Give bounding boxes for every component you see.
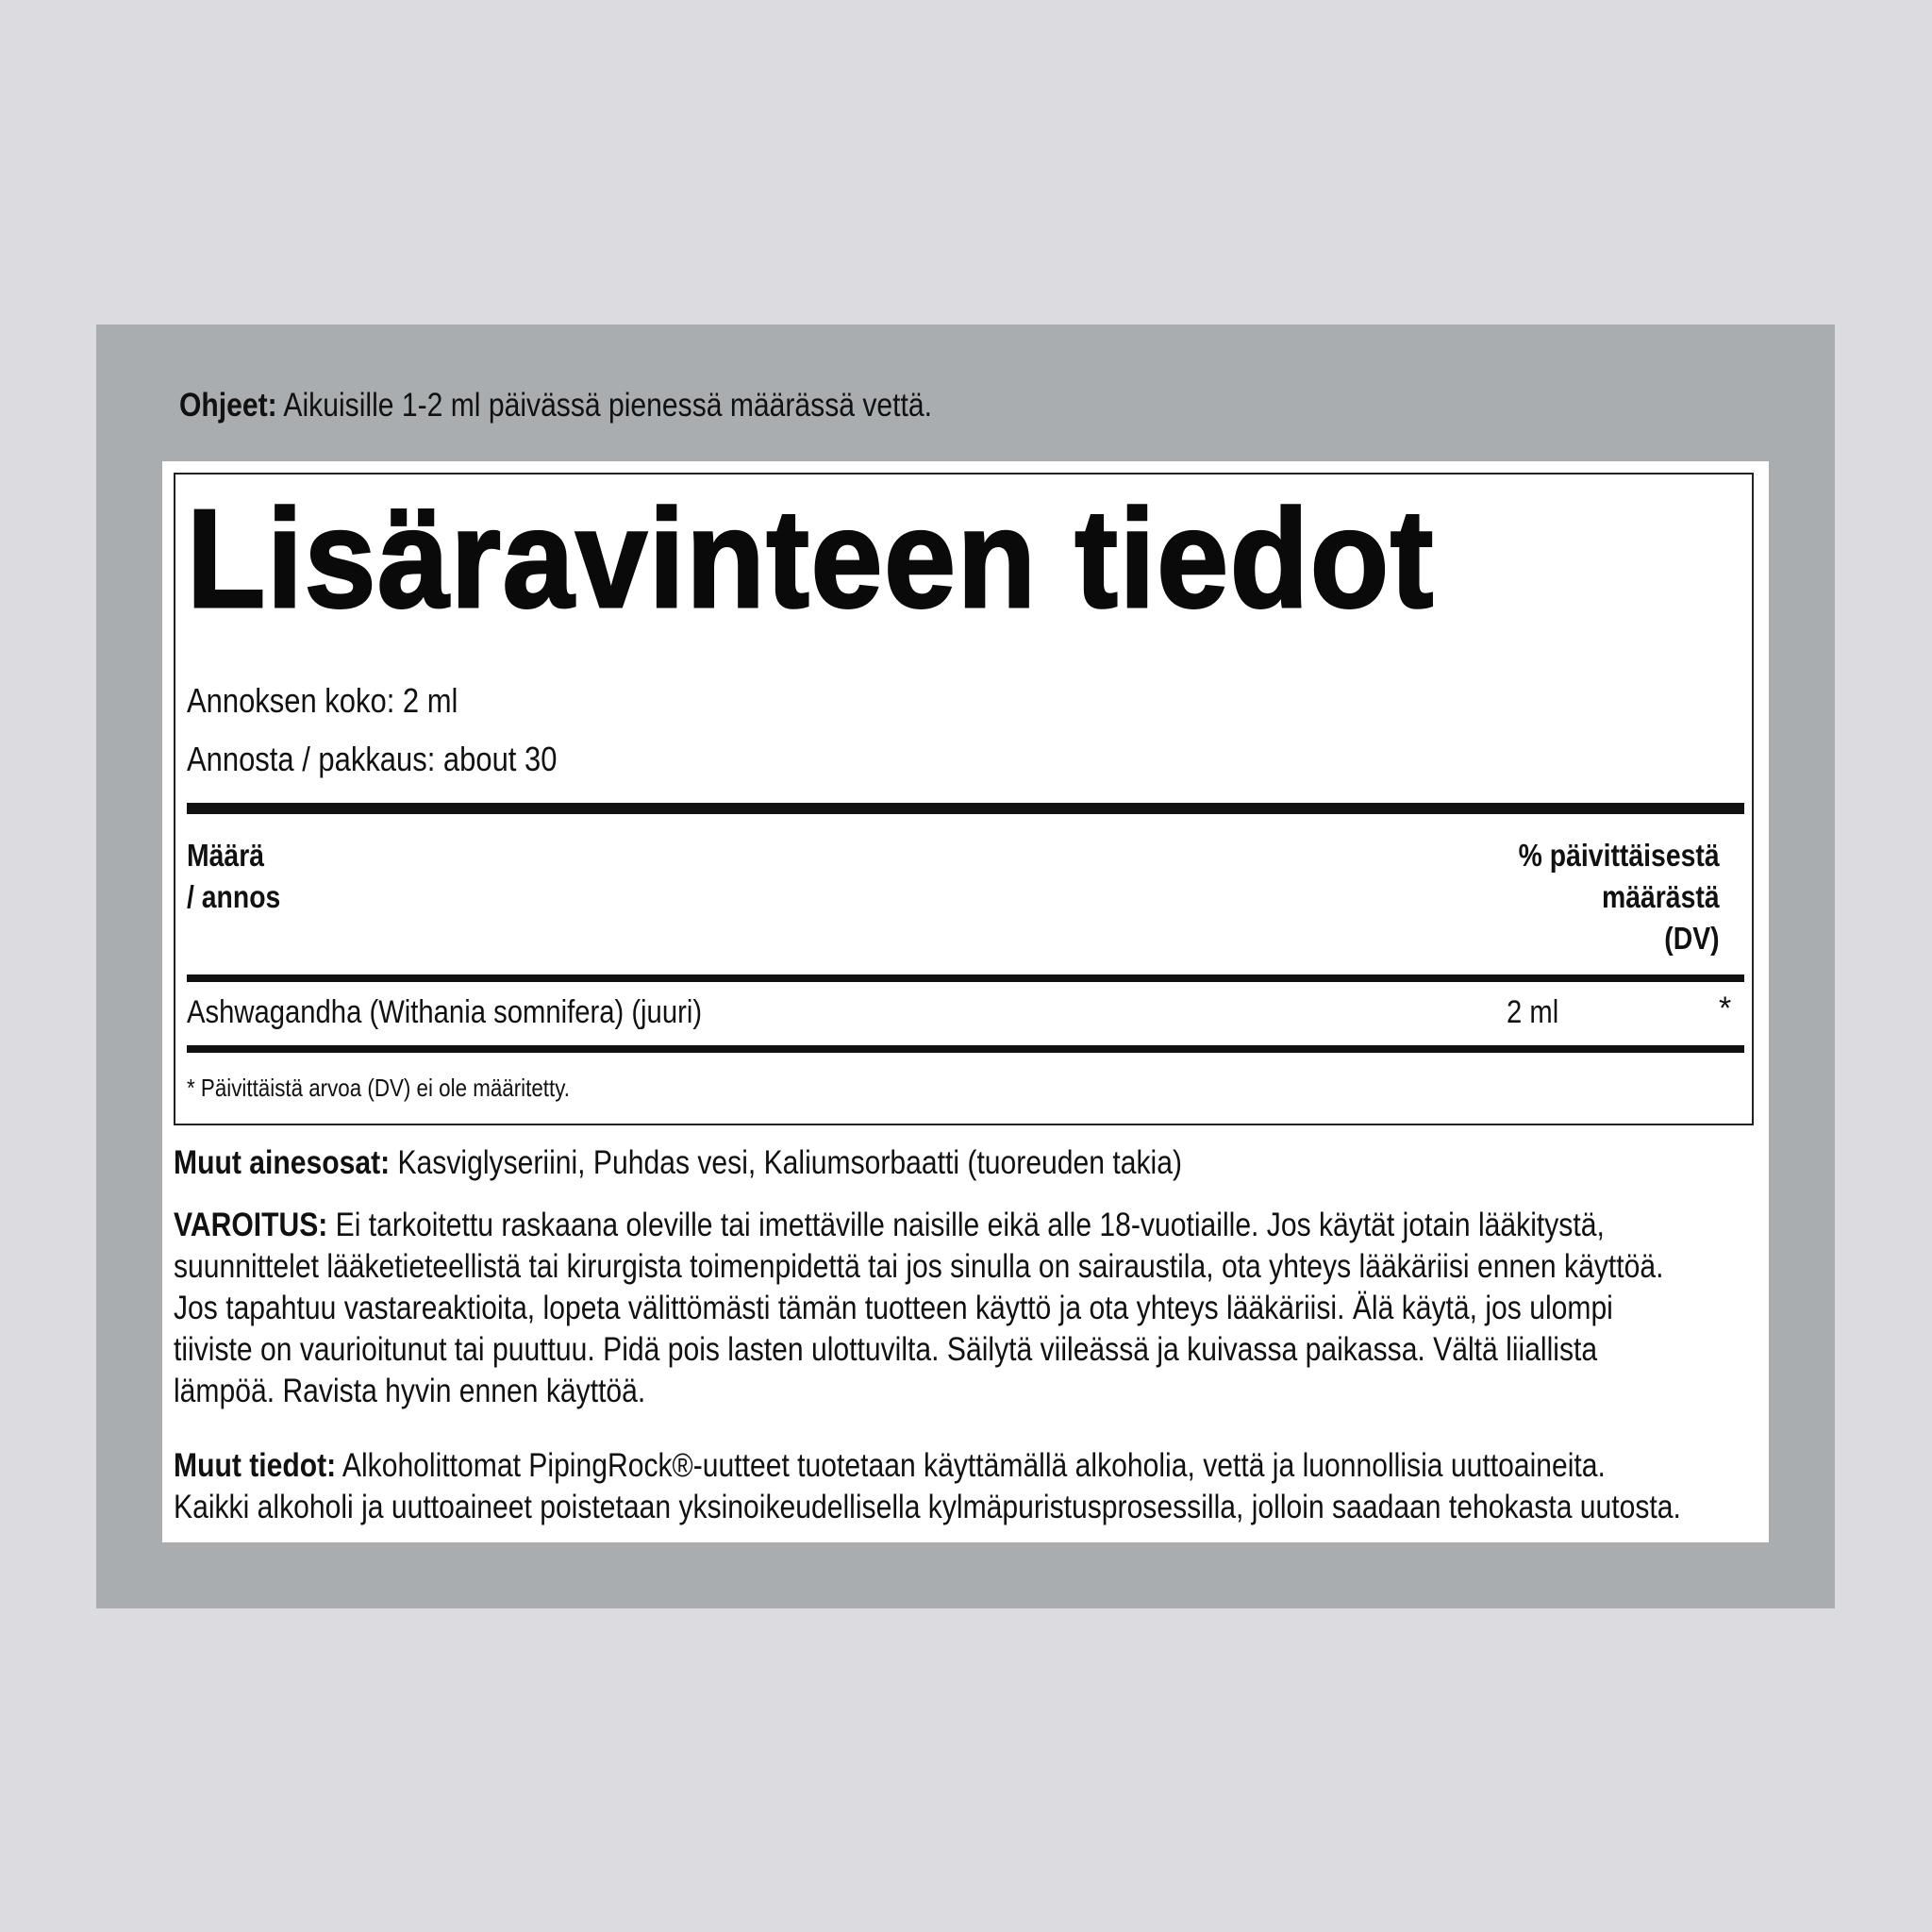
warning-line: Jos tapahtuu vastareaktioita, lopeta välittömästi tämän tuotteen käyttö ja ota yhteys lääkäriisi. Älä käytä, jos ulompi xyxy=(174,1290,1613,1326)
other-ingredients-text: Kasviglyseriini, Puhdas vesi, Kaliumsorbaatti (tuoreuden takia) xyxy=(390,1144,1182,1181)
ingredient-amount: 2 ml xyxy=(1507,994,1559,1030)
servings-per-container: Annosta / pakkaus: about 30 xyxy=(187,740,558,778)
other-ingredients-label: Muut ainesosat: xyxy=(174,1144,391,1181)
ingredient-name: Ashwagandha (Withania somnifera) (juuri) xyxy=(187,994,703,1030)
supplement-facts-box xyxy=(174,473,1754,1125)
facts-title: Lisäravinteen tiedot xyxy=(187,481,1436,637)
amount-header-line-1: Määrä xyxy=(187,838,265,873)
warning-label: VAROITUS: xyxy=(174,1207,328,1243)
other-info-line: Kaikki alkoholi ja uuttoaineet poistetaan yksinoikeudellisella kylmäpuristusprosessilla, jolloin saadaan tehokasta uutosta. xyxy=(174,1489,1681,1525)
directions-text: Aikuisille 1-2 ml päivässä pienessä määrässä vettä. xyxy=(276,387,932,424)
daily-value-header xyxy=(1519,835,1720,959)
divider-thick xyxy=(187,803,1744,814)
directions-label: Ohjeet: xyxy=(179,387,277,424)
other-info-line: Alkoholittomat PipingRock®-uutteet tuotetaan käyttämällä alkoholia, vettä ja luonnollisia uuttoaineita. xyxy=(336,1447,1606,1484)
dv-header-line-3: (DV) xyxy=(1664,921,1720,956)
other-info-label: Muut tiedot: xyxy=(174,1447,337,1484)
warning-line: lämpöä. Ravista hyvin ennen käyttöä. xyxy=(174,1373,646,1409)
serving-size: Annoksen koko: 2 ml xyxy=(187,681,458,720)
dv-header-line-1: % päivittäisestä xyxy=(1519,838,1720,873)
label-panel xyxy=(96,325,1835,1608)
label-content-area xyxy=(162,461,1769,1542)
divider-medium xyxy=(187,974,1744,982)
warning-line: suunnittelet lääketieteellistä tai kirurgista toimenpidettä tai jos sinulla on sairaustila, ota yhteys lääkäriisi ennen käyttöä. xyxy=(174,1248,1664,1285)
amount-header-line-2: / annos xyxy=(187,879,281,914)
directions-line xyxy=(179,387,932,425)
other-info-paragraph xyxy=(174,1445,1747,1528)
warning-paragraph xyxy=(174,1205,1747,1412)
warning-line: Ei tarkoitettu raskaana oleville tai imettäville naisille eikä alle 18-vuotiaille. Jos käytät jotain lääkitystä, xyxy=(327,1207,1605,1243)
other-ingredients xyxy=(174,1142,1747,1184)
amount-per-serving-header xyxy=(187,835,280,918)
dv-footnote: * Päivittäistä arvoa (DV) ei ole määritetty. xyxy=(187,1074,570,1102)
warning-line: tiiviste on vaurioitunut tai puuttuu. Pidä pois lasten ulottuvilta. Säilytä viileässä ja kuivassa paikassa. Vältä liiallista xyxy=(174,1331,1598,1368)
divider-medium xyxy=(187,1045,1744,1053)
dv-header-line-2: määrästä xyxy=(1602,879,1720,914)
ingredient-dv: * xyxy=(1719,991,1732,1026)
